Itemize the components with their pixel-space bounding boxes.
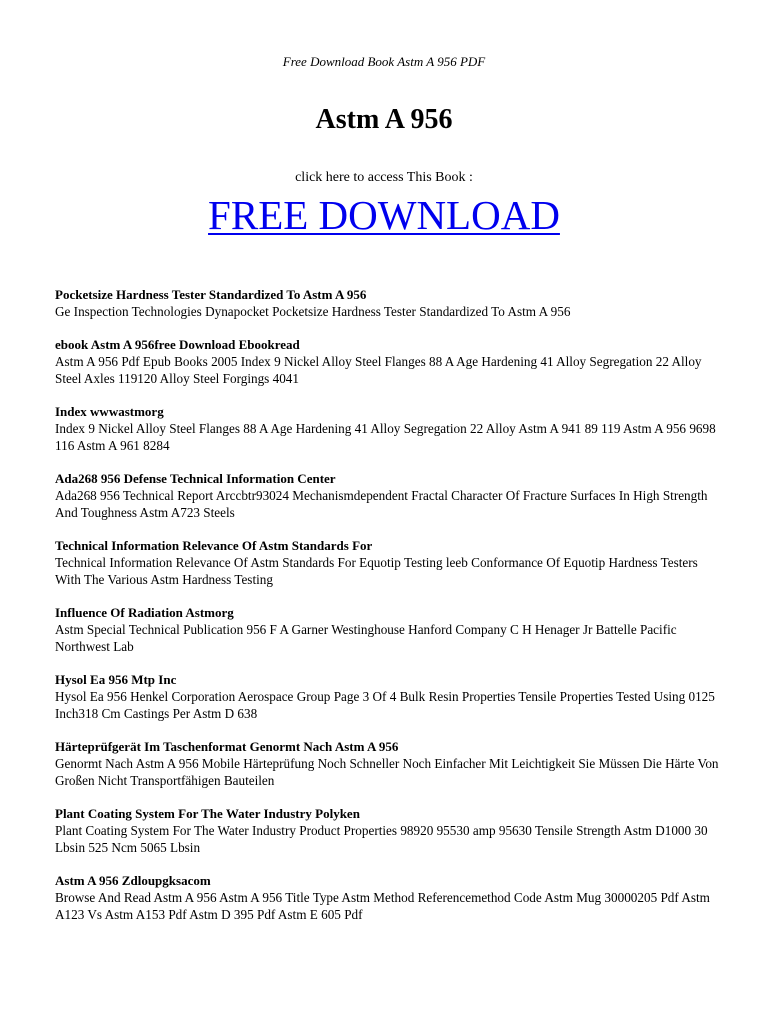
entry-description: Technical Information Relevance Of Astm Standards For Equotip Testing leeb Conformance Of Equotip Hardness Testers With The Various Astm Hardness Testing: [55, 555, 698, 587]
entry-title: Härteprüfgerät Im Taschenformat Genormt Nach Astm A 956: [55, 739, 399, 754]
running-header: Free Download Book Astm A 956 PDF: [282, 54, 486, 69]
entry-title: Plant Coating System For The Water Industry Polyken: [55, 806, 360, 821]
entry-title: Index wwwastmorg: [55, 404, 164, 419]
list-item: [55, 805, 725, 856]
entry-title: Astm A 956 Zdloupgksacom: [55, 873, 211, 888]
entry-description: Browse And Read Astm A 956 Astm A 956 Title Type Astm Method Referencemethod Code Astm Mug 30000205 Pdf Astm A123 Vs Astm A153 Pdf Astm D 395 Pdf Astm E 605 Pdf: [55, 890, 710, 922]
entry-title: Ada268 956 Defense Technical Information Center: [55, 471, 336, 486]
list-item: [55, 738, 725, 789]
access-prompt: click here to access This Book :: [295, 170, 473, 185]
entry-title: Technical Information Relevance Of Astm Standards For: [55, 538, 373, 553]
entry-description: Genormt Nach Astm A 956 Mobile Härteprüfung Noch Schneller Noch Einfacher Mit Leichtigkeit Sie Müssen Die Härte Von Großen Nicht Transportfähigen Bauteilen: [55, 756, 719, 788]
list-item: [55, 872, 725, 923]
entry-title: Hysol Ea 956 Mtp Inc: [55, 672, 177, 687]
entry-description: Ge Inspection Technologies Dynapocket Pocketsize Hardness Tester Standardized To Astm A 956: [55, 304, 571, 319]
list-item: [55, 336, 725, 387]
list-item: [55, 470, 725, 521]
page-title: Astm A 956: [315, 104, 453, 135]
list-item: [55, 286, 725, 320]
entry-description: Hysol Ea 956 Henkel Corporation Aerospace Group Page 3 Of 4 Bulk Resin Properties Tensile Properties Tested Using 0125 Inch318 Cm Castings Per Astm D 638: [55, 689, 715, 721]
list-item: [55, 537, 725, 588]
list-item: [55, 403, 725, 454]
entry-title: ebook Astm A 956free Download Ebookread: [55, 337, 300, 352]
entry-title: Influence Of Radiation Astmorg: [55, 605, 234, 620]
entry-description: Plant Coating System For The Water Industry Product Properties 98920 95530 amp 95630 Tensile Strength Astm D1000 30 Lbsin 525 Ncm 5065 Lbsin: [55, 823, 708, 855]
free-download-container: [0, 190, 768, 240]
entry-list: [55, 286, 725, 939]
entry-description: Astm Special Technical Publication 956 F A Garner Westinghouse Hanford Company C H Henager Jr Battelle Pacific Northwest Lab: [55, 622, 677, 654]
entry-title: Pocketsize Hardness Tester Standardized To Astm A 956: [55, 287, 367, 302]
list-item: [55, 604, 725, 655]
free-download-link[interactable]: FREE DOWNLOAD: [208, 192, 560, 238]
entry-description: Ada268 956 Technical Report Arccbtr93024 Mechanismdependent Fractal Character Of Fracture Surfaces In High Strength And Toughness Astm A723 Steels: [55, 488, 708, 520]
entry-description: Index 9 Nickel Alloy Steel Flanges 88 A Age Hardening 41 Alloy Segregation 22 Alloy Astm A 941 89 119 Astm A 956 9698 116 Astm A 961 8284: [55, 421, 716, 453]
list-item: [55, 671, 725, 722]
entry-description: Astm A 956 Pdf Epub Books 2005 Index 9 Nickel Alloy Steel Flanges 88 A Age Hardening 41 Alloy Segregation 22 Alloy Steel Axles 119120 Alloy Steel Forgings 4041: [55, 354, 702, 386]
